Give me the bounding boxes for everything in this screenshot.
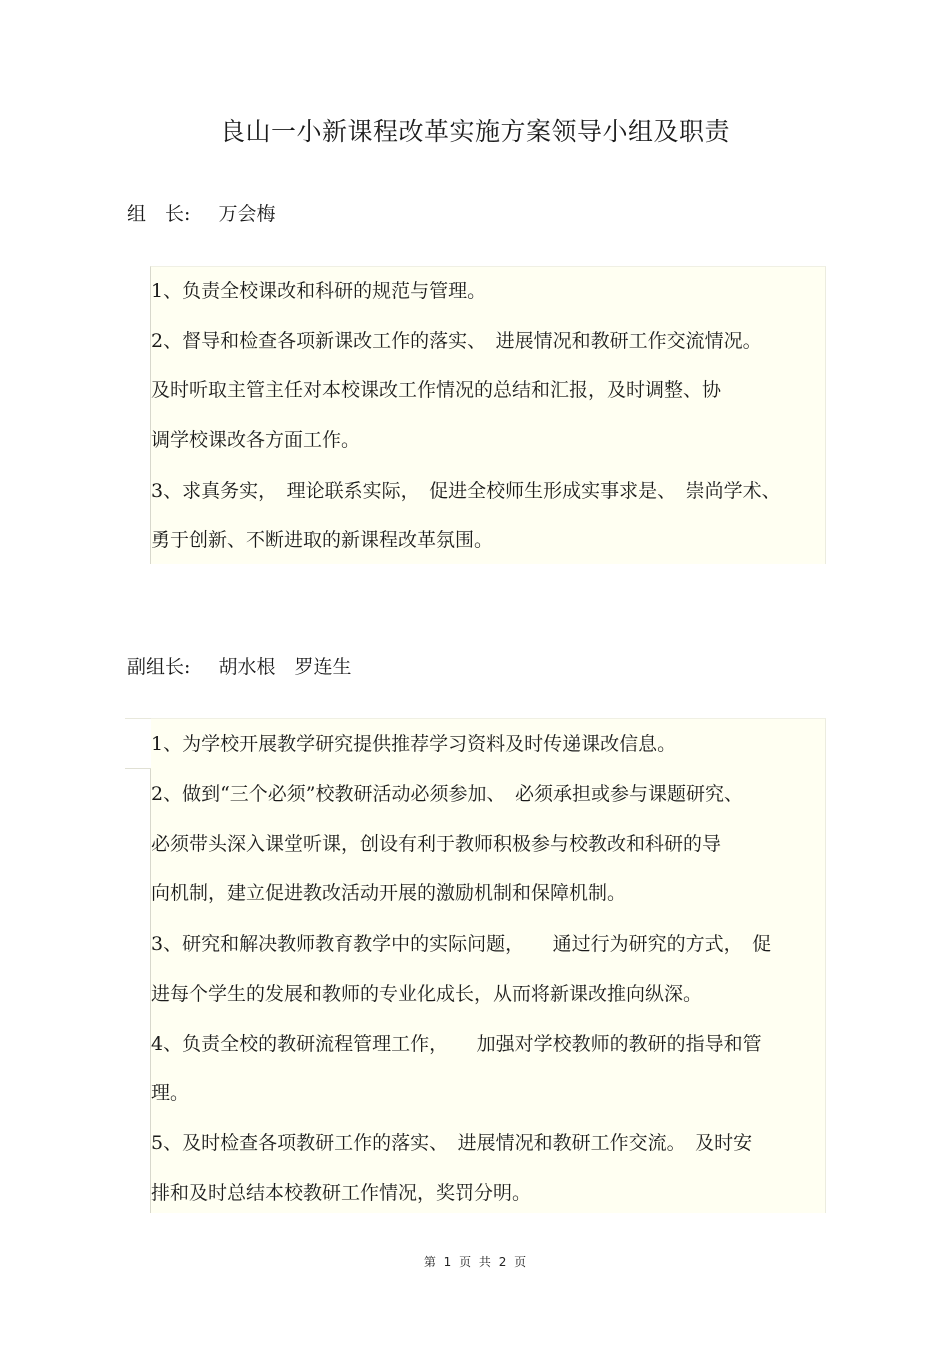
deputy-names: 胡水根 罗连生 xyxy=(218,656,352,678)
leader-names: 万会梅 xyxy=(218,203,276,225)
leader-duties-box xyxy=(150,266,826,564)
deputy-box-tab xyxy=(125,718,151,769)
deputy-duty-line: 必须带头深入课堂听课，创设有利于教师积极参与校教改和科研的导 xyxy=(151,833,722,855)
deputy-duty-line: 4、负责全校的教研流程管理工作， 加强对学校教师的教研的指导和管 xyxy=(151,1033,762,1055)
deputy-duty-line: 进每个学生的发展和教师的专业化成长，从而将新课改推向纵深。 xyxy=(151,983,703,1005)
leader-duty-line: 及时听取主管主任对本校课改工作情况的总结和汇报，及时调整、协 xyxy=(151,379,722,401)
deputy-duty-line: 5、及时检查各项教研工作的落实、 进展情况和教研工作交流。 及时安 xyxy=(151,1132,753,1154)
deputy-duty-line: 理。 xyxy=(151,1082,190,1104)
leader-duty-line: 1、负责全校课改和科研的规范与管理。 xyxy=(151,280,487,302)
page-number-footer: 第 1 页 共 2 页 xyxy=(423,1255,527,1269)
deputy-duty-line: 1、为学校开展教学研究提供推荐学习资料及时传递课改信息。 xyxy=(151,733,677,755)
leader-duty-line: 3、求真务实， 理论联系实际， 促进全校师生形成实事求是、 崇尚学术、 xyxy=(151,480,781,502)
deputy-duty-line: 向机制，建立促进教改活动开展的激励机制和保障机制。 xyxy=(151,882,627,904)
leader-line xyxy=(127,199,275,226)
page-title: 良山一小新课程改革实施方案领导小组及职责 xyxy=(219,117,730,146)
deputy-duty-line: 3、研究和解决教师教育教学中的实际问题， 通过行为研究的方式， 促 xyxy=(151,933,772,955)
leader-duty-line: 勇于创新、不断进取的新课程改革氛围。 xyxy=(151,529,494,551)
deputy-duty-line: 排和及时总结本校教研工作情况，奖罚分明。 xyxy=(151,1182,532,1204)
leader-duty-line: 调学校课改各方面工作。 xyxy=(151,429,361,451)
leader-duty-line: 2、督导和检查各项新课改工作的落实、 进展情况和教研工作交流情况。 xyxy=(151,330,762,352)
deputy-label: 副组长: xyxy=(127,656,191,678)
deputy-line xyxy=(127,652,351,679)
deputy-duty-line: 2、做到“三个必须”校教研活动必须参加、 必须承担或参与课题研究、 xyxy=(151,783,744,805)
leader-label: 组 长: xyxy=(127,203,191,225)
